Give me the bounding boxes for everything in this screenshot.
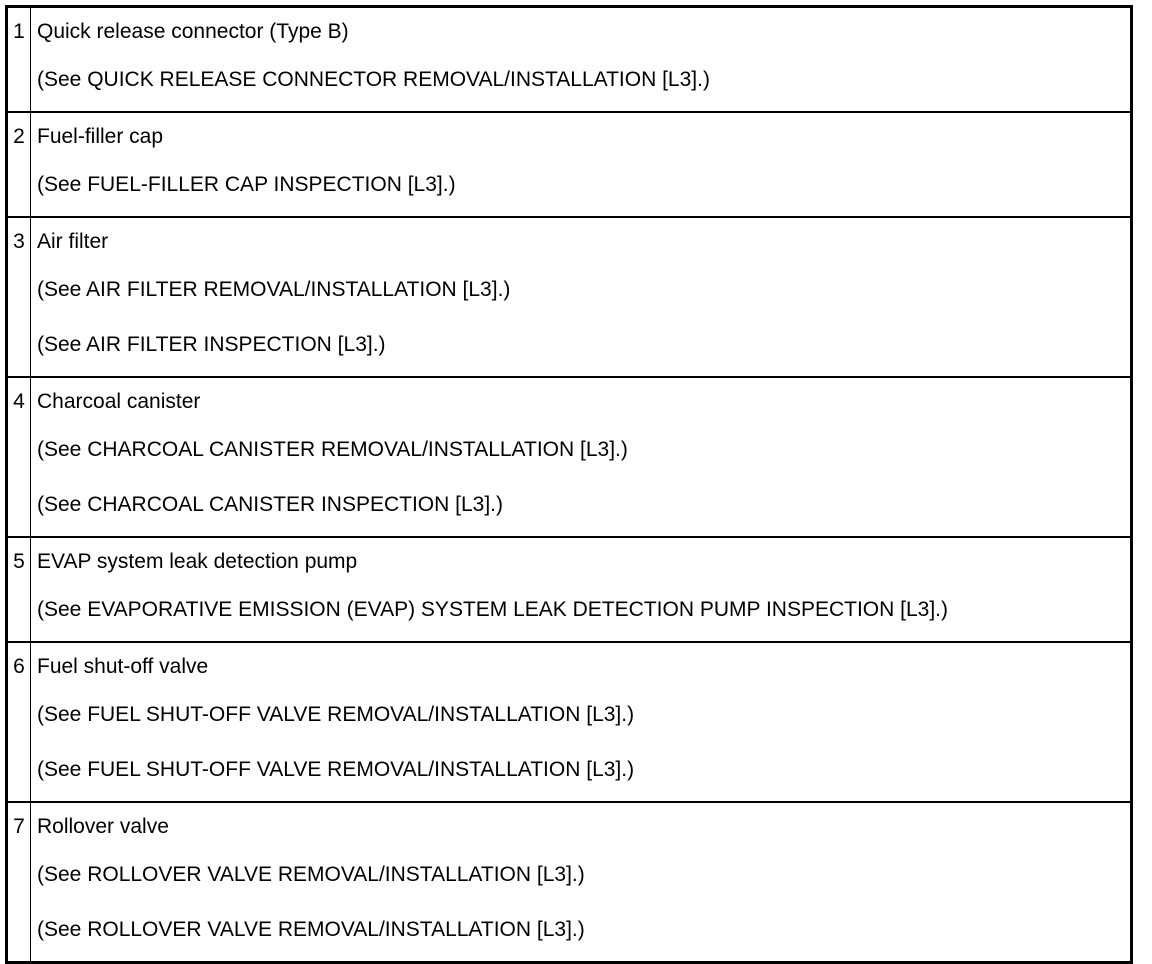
row-description-cell — [31, 377, 1132, 537]
component-title: Fuel shut-off valve — [37, 655, 209, 678]
table-row — [7, 802, 1132, 963]
reference-link[interactable]: (See ROLLOVER VALVE REMOVAL/INSTALLATION [L3].) — [37, 863, 585, 886]
row-description-cell — [31, 7, 1132, 113]
reference-link[interactable]: (See FUEL SHUT-OFF VALVE REMOVAL/INSTALLATION [L3].) — [37, 703, 635, 726]
row-number: 6 — [13, 655, 25, 678]
row-description-cell — [31, 802, 1132, 963]
table-row — [7, 7, 1132, 113]
reference-link[interactable]: (See CHARCOAL CANISTER REMOVAL/INSTALLATION [L3].) — [37, 438, 628, 461]
reference-link[interactable]: (See EVAPORATIVE EMISSION (EVAP) SYSTEM LEAK DETECTION PUMP INSPECTION [L3].) — [37, 598, 948, 621]
reference-link[interactable]: (See ROLLOVER VALVE REMOVAL/INSTALLATION [L3].) — [37, 918, 585, 941]
component-title: EVAP system leak detection pump — [37, 550, 358, 573]
row-number-cell — [7, 377, 31, 537]
reference-link[interactable]: (See QUICK RELEASE CONNECTOR REMOVAL/INSTALLATION [L3].) — [37, 68, 710, 91]
row-number-cell — [7, 537, 31, 642]
component-title: Quick release connector (Type B) — [37, 20, 349, 43]
reference-link[interactable]: (See CHARCOAL CANISTER INSPECTION [L3].) — [37, 493, 503, 516]
row-number: 2 — [13, 125, 25, 148]
reference-link[interactable]: (See FUEL-FILLER CAP INSPECTION [L3].) — [37, 173, 456, 196]
row-description-cell — [31, 217, 1132, 377]
row-number-cell — [7, 217, 31, 377]
table-row — [7, 537, 1132, 642]
reference-link[interactable]: (See AIR FILTER REMOVAL/INSTALLATION [L3].) — [37, 278, 511, 301]
table-row — [7, 642, 1132, 802]
row-number: 3 — [13, 230, 25, 253]
row-description-cell — [31, 537, 1132, 642]
row-number-cell — [7, 642, 31, 802]
component-title: Air filter — [37, 230, 109, 253]
reference-link[interactable]: (See AIR FILTER INSPECTION [L3].) — [37, 333, 386, 356]
component-title: Fuel-filler cap — [37, 125, 164, 148]
table-row — [7, 377, 1132, 537]
row-number-cell — [7, 112, 31, 217]
row-number: 1 — [13, 20, 25, 43]
component-title: Charcoal canister — [37, 390, 201, 413]
row-number: 7 — [13, 815, 25, 838]
reference-link[interactable]: (See FUEL SHUT-OFF VALVE REMOVAL/INSTALLATION [L3].) — [37, 758, 635, 781]
row-description-cell — [31, 112, 1132, 217]
row-number-cell — [7, 7, 31, 113]
table-row — [7, 112, 1132, 217]
table-row — [7, 217, 1132, 377]
row-number: 4 — [13, 390, 25, 413]
row-description-cell — [31, 642, 1132, 802]
row-number-cell — [7, 802, 31, 963]
row-number: 5 — [13, 550, 25, 573]
parts-reference-table — [5, 5, 1133, 964]
component-title: Rollover valve — [37, 815, 169, 838]
